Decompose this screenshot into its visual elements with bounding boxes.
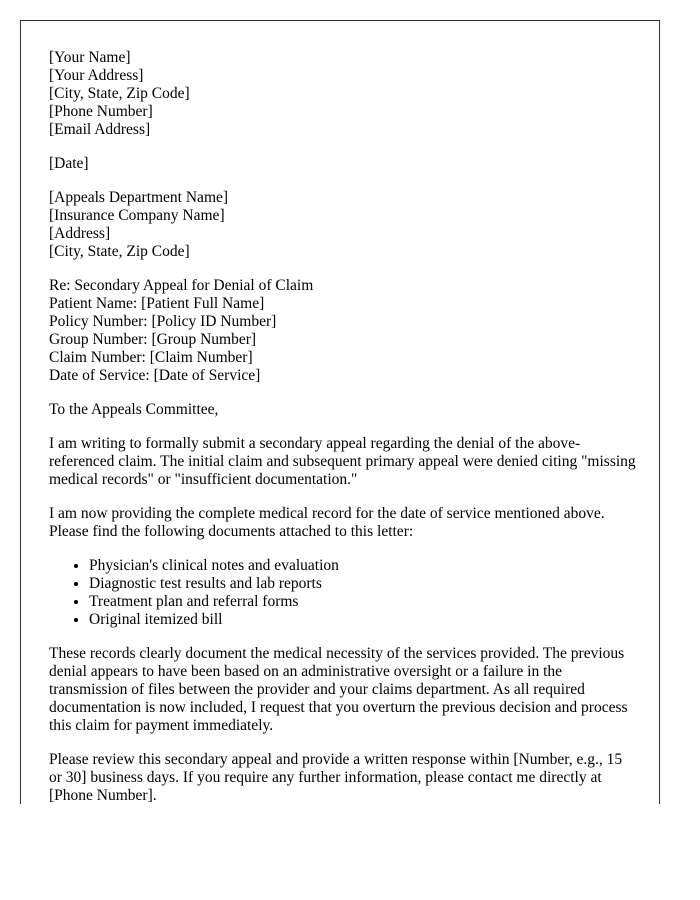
paragraph-intro: I am writing to formally submit a secondary appeal regarding the denial of the above-referenced claim. The initial claim and subsequent primary appeal were denied citing "missing medical records" or "insufficient documentation."	[49, 435, 636, 488]
sender-phone: [Phone Number]	[49, 103, 153, 120]
paragraph-closing: Please review this secondary appeal and provide a written response within [Number, e.g., 15 or 30] business days. If you require any further information, please contact me directly at [Phone Number].	[49, 751, 623, 804]
sender-name: [Your Name]	[49, 49, 131, 66]
paragraph-providing: I am now providing the complete medical record for the date of service mentioned above. Please find the following documents attached to this letter:	[49, 505, 605, 540]
list-item: • Treatment plan and referral forms	[89, 593, 637, 611]
letter-content	[49, 49, 637, 804]
reference-block	[49, 277, 637, 385]
sender-address: [Your Address]	[49, 67, 144, 84]
reference-date-of-service: Date of Service: [Date of Service]	[49, 367, 261, 384]
letter-date: [Date]	[49, 155, 89, 172]
recipient-address: [Address]	[49, 225, 111, 242]
reference-patient-name: Patient Name: [Patient Full Name]	[49, 295, 265, 312]
documents-list	[49, 557, 637, 629]
paragraph-necessity: These records clearly document the medical necessity of the services provided. The previous denial appears to have been based on an administrative oversight or a failure in the transmission of files between the provider and your claims department. As all required documentation is now included, I request that you overturn the previous decision and process this claim for payment immediately.	[49, 645, 628, 734]
reference-claim-number: Claim Number: [Claim Number]	[49, 349, 253, 366]
reference-group-number: Group Number: [Group Number]	[49, 331, 257, 348]
recipient-company: [Insurance Company Name]	[49, 207, 225, 224]
list-item: • Diagnostic test results and lab reports	[89, 575, 637, 593]
reference-policy-number: Policy Number: [Policy ID Number]	[49, 313, 277, 330]
recipient-block	[49, 189, 637, 261]
reference-subject: Re: Secondary Appeal for Denial of Claim	[49, 277, 314, 294]
date-block	[49, 155, 637, 173]
list-item: • Original itemized bill	[89, 611, 637, 629]
list-item: • Physician's clinical notes and evaluation	[89, 557, 637, 575]
salutation: To the Appeals Committee,	[49, 401, 219, 418]
sender-email: [Email Address]	[49, 121, 151, 138]
recipient-city-state-zip: [City, State, Zip Code]	[49, 243, 190, 260]
sender-city-state-zip: [City, State, Zip Code]	[49, 85, 190, 102]
recipient-department: [Appeals Department Name]	[49, 189, 229, 206]
letter-page	[20, 20, 660, 804]
sender-block	[49, 49, 637, 139]
